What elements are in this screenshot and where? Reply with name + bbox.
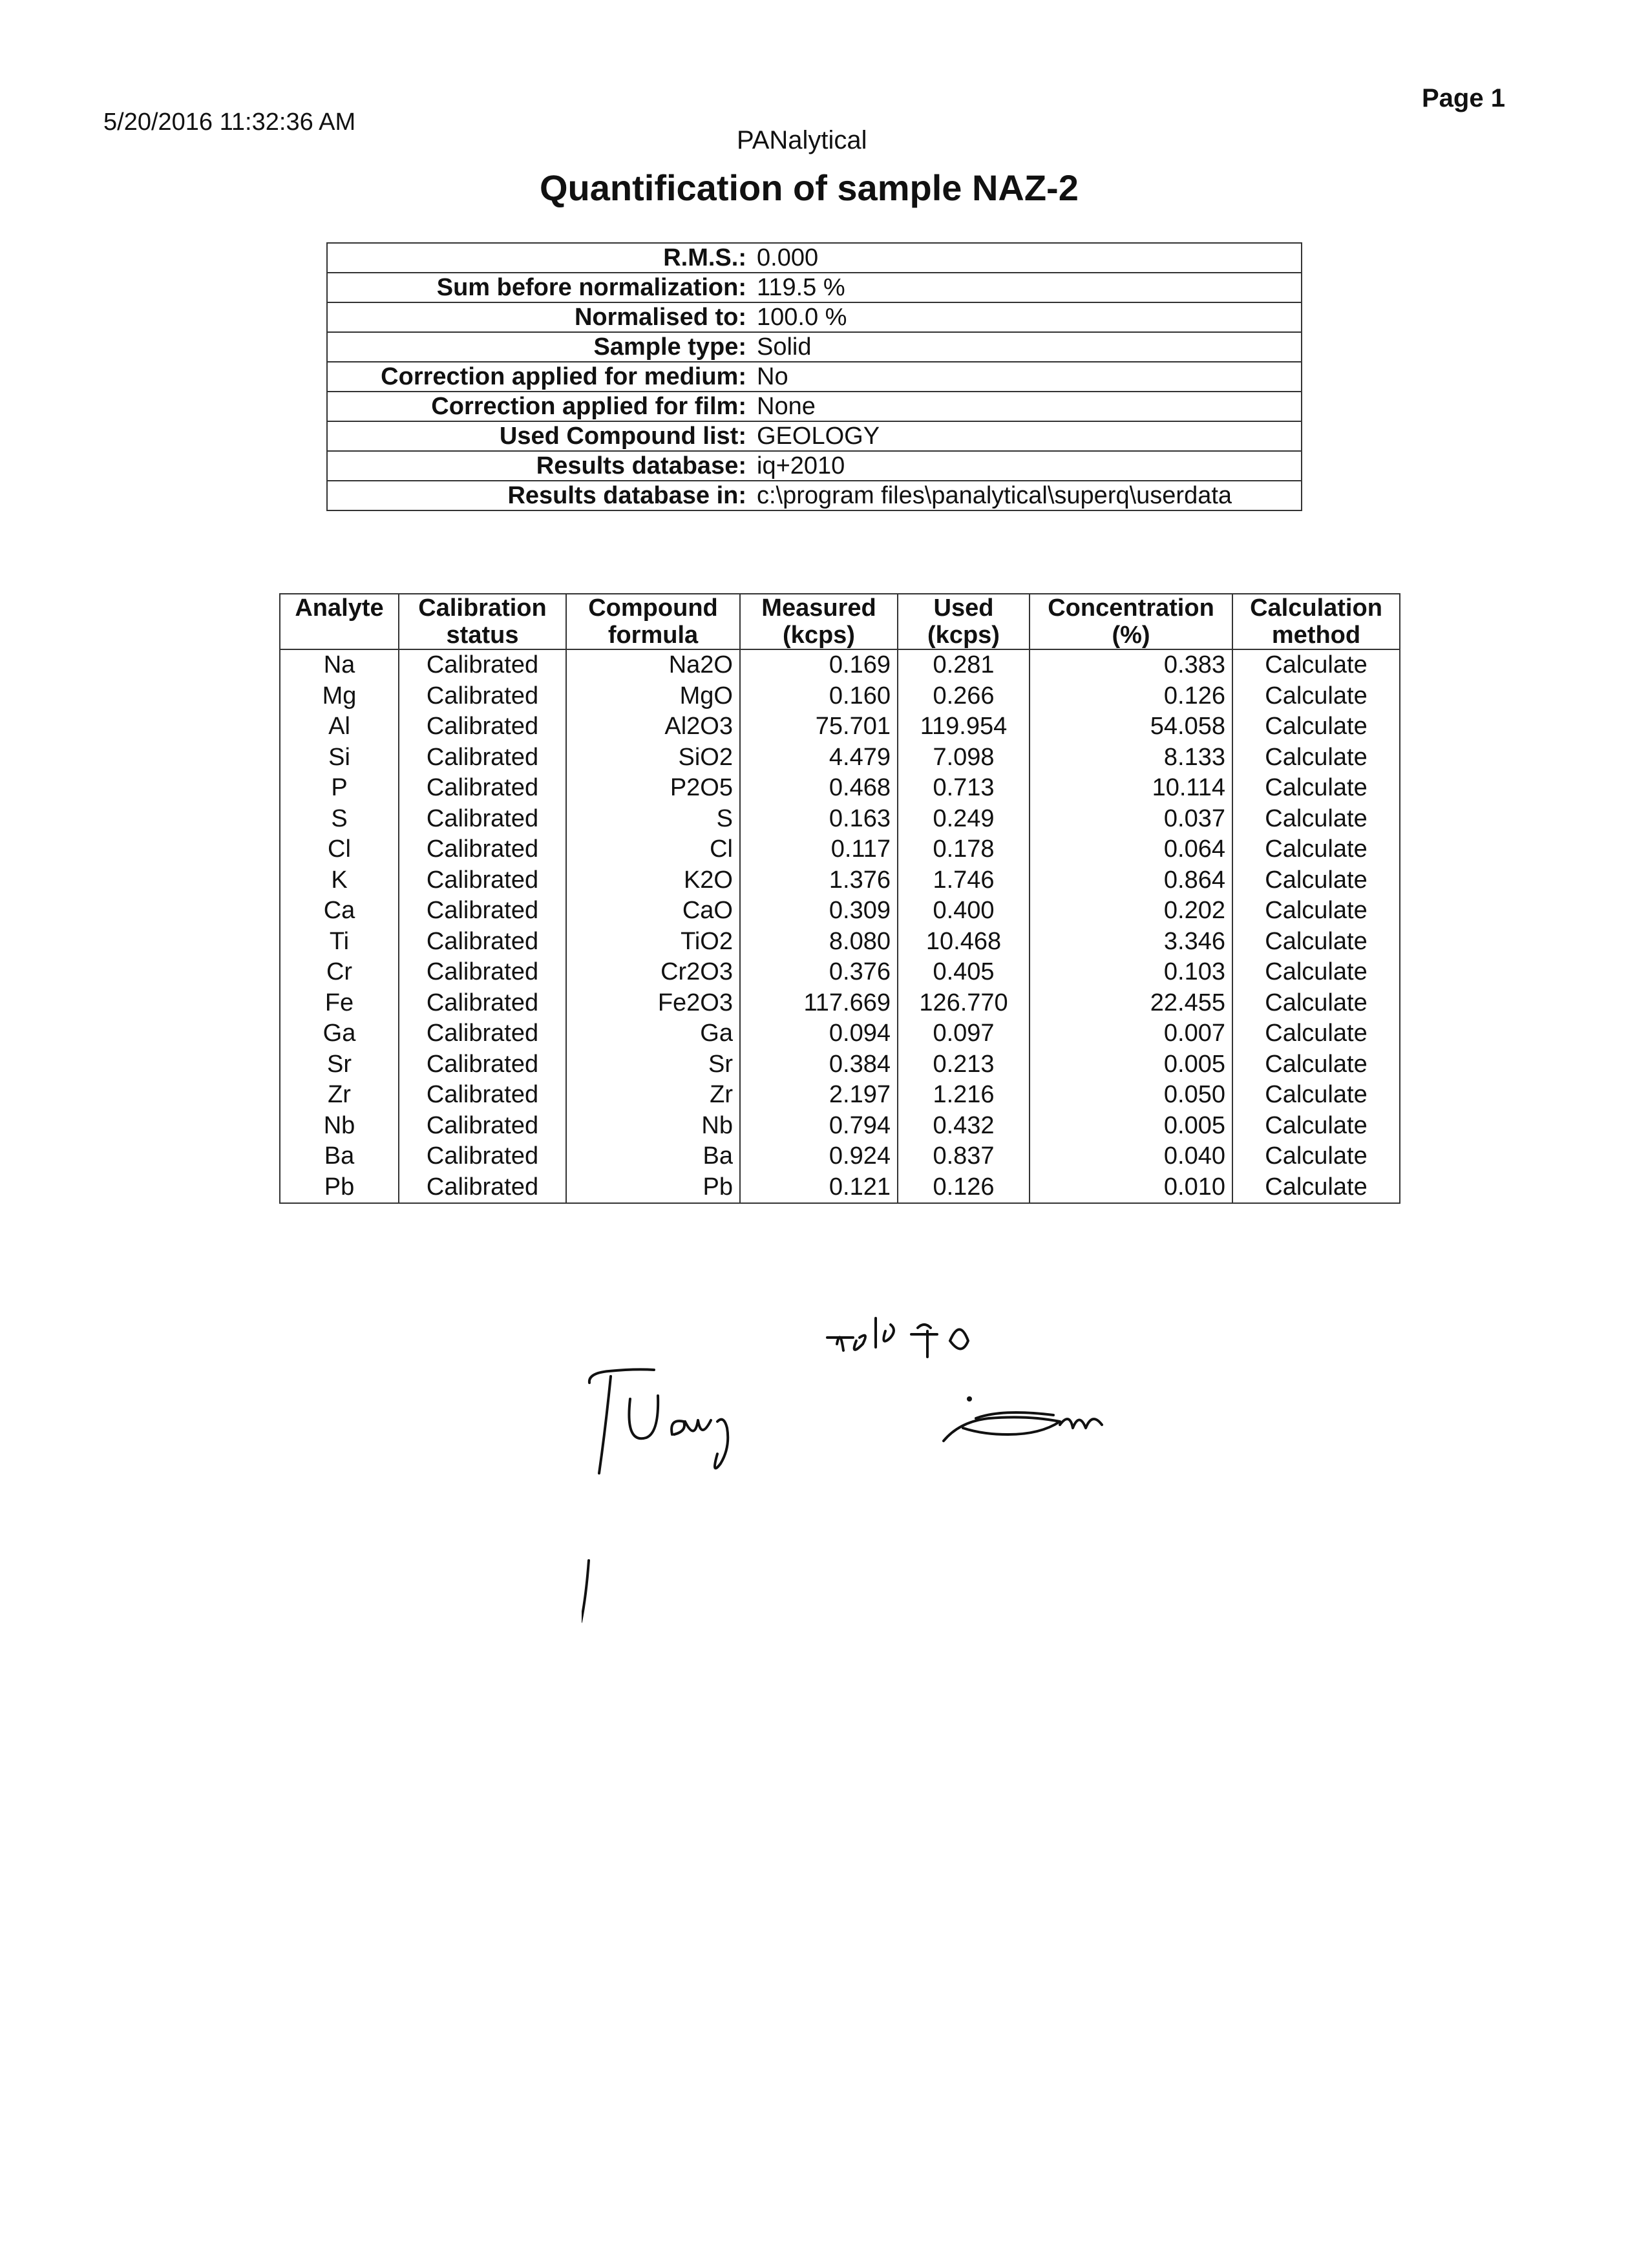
cell-concentration: 0.007 bbox=[1030, 1018, 1232, 1049]
cell-concentration: 0.864 bbox=[1030, 865, 1232, 896]
cell-measured-kcps: 8.080 bbox=[740, 927, 898, 958]
table-row bbox=[280, 957, 1400, 988]
column-header-analyte: Analyte bbox=[280, 594, 399, 649]
summary-label: Results database in: bbox=[327, 481, 752, 510]
summary-table bbox=[326, 242, 1302, 511]
cell-calibration-status: Calibrated bbox=[399, 865, 566, 896]
cell-measured-kcps: 0.376 bbox=[740, 957, 898, 988]
cell-concentration: 0.064 bbox=[1030, 834, 1232, 865]
summary-row bbox=[327, 243, 1302, 273]
cell-calculation-method: Calculate bbox=[1232, 1172, 1400, 1204]
cell-calibration-status: Calibrated bbox=[399, 1172, 566, 1204]
cell-calibration-status: Calibrated bbox=[399, 742, 566, 773]
cell-concentration: 0.005 bbox=[1030, 1049, 1232, 1080]
cell-concentration: 0.103 bbox=[1030, 957, 1232, 988]
cell-used-kcps: 0.837 bbox=[898, 1141, 1030, 1172]
cell-measured-kcps: 0.094 bbox=[740, 1018, 898, 1049]
summary-value: Solid bbox=[752, 332, 1302, 362]
cell-calculation-method: Calculate bbox=[1232, 834, 1400, 865]
cell-compound-formula: Na2O bbox=[566, 649, 740, 681]
cell-used-kcps: 0.249 bbox=[898, 804, 1030, 835]
cell-concentration: 0.037 bbox=[1030, 804, 1232, 835]
cell-measured-kcps: 2.197 bbox=[740, 1080, 898, 1111]
cell-measured-kcps: 1.376 bbox=[740, 865, 898, 896]
cell-calibration-status: Calibrated bbox=[399, 957, 566, 988]
cell-measured-kcps: 117.669 bbox=[740, 988, 898, 1019]
column-header-calculation-method: Calculation method bbox=[1232, 594, 1400, 649]
cell-analyte: Fe bbox=[280, 988, 399, 1019]
cell-compound-formula: TiO2 bbox=[566, 927, 740, 958]
cell-used-kcps: 7.098 bbox=[898, 742, 1030, 773]
cell-measured-kcps: 0.121 bbox=[740, 1172, 898, 1204]
cell-calculation-method: Calculate bbox=[1232, 865, 1400, 896]
cell-calibration-status: Calibrated bbox=[399, 1141, 566, 1172]
cell-analyte: Mg bbox=[280, 681, 399, 712]
cell-calculation-method: Calculate bbox=[1232, 1111, 1400, 1142]
cell-analyte: Ba bbox=[280, 1141, 399, 1172]
table-row bbox=[280, 742, 1400, 773]
cell-analyte: Ga bbox=[280, 1018, 399, 1049]
table-row bbox=[280, 1080, 1400, 1111]
cell-calculation-method: Calculate bbox=[1232, 681, 1400, 712]
summary-value: 119.5 % bbox=[752, 273, 1302, 302]
column-header-measured-kcps: Measured (kcps) bbox=[740, 594, 898, 649]
summary-row bbox=[327, 332, 1302, 362]
summary-label: Used Compound list: bbox=[327, 421, 752, 451]
table-row bbox=[280, 1049, 1400, 1080]
cell-calibration-status: Calibrated bbox=[399, 1080, 566, 1111]
table-row bbox=[280, 1172, 1400, 1204]
cell-used-kcps: 0.432 bbox=[898, 1111, 1030, 1142]
table-row bbox=[280, 834, 1400, 865]
document-title: Quantification of sample NAZ-2 bbox=[540, 167, 1079, 208]
company-name: PANalytical bbox=[737, 126, 867, 154]
cell-compound-formula: Ba bbox=[566, 1141, 740, 1172]
cell-compound-formula: SiO2 bbox=[566, 742, 740, 773]
cell-calculation-method: Calculate bbox=[1232, 1080, 1400, 1111]
cell-analyte: Ti bbox=[280, 927, 399, 958]
cell-analyte: Ca bbox=[280, 896, 399, 927]
cell-calibration-status: Calibrated bbox=[399, 804, 566, 835]
cell-used-kcps: 0.400 bbox=[898, 896, 1030, 927]
cell-used-kcps: 126.770 bbox=[898, 988, 1030, 1019]
table-row bbox=[280, 1111, 1400, 1142]
summary-row bbox=[327, 273, 1302, 302]
cell-compound-formula: Nb bbox=[566, 1111, 740, 1142]
cell-calculation-method: Calculate bbox=[1232, 927, 1400, 958]
cell-compound-formula: Zr bbox=[566, 1080, 740, 1111]
cell-concentration: 0.005 bbox=[1030, 1111, 1232, 1142]
cell-compound-formula: Pb bbox=[566, 1172, 740, 1204]
summary-label: Normalised to: bbox=[327, 302, 752, 332]
column-header-compound-formula: Compound formula bbox=[566, 594, 740, 649]
cell-calculation-method: Calculate bbox=[1232, 896, 1400, 927]
results-table bbox=[279, 593, 1400, 1204]
summary-label: Results database: bbox=[327, 451, 752, 481]
column-header-concentration: Concentration (%) bbox=[1030, 594, 1232, 649]
cell-calculation-method: Calculate bbox=[1232, 1018, 1400, 1049]
cell-compound-formula: K2O bbox=[566, 865, 740, 896]
cell-used-kcps: 0.126 bbox=[898, 1172, 1030, 1204]
cell-calculation-method: Calculate bbox=[1232, 804, 1400, 835]
cell-compound-formula: Cl bbox=[566, 834, 740, 865]
table-row bbox=[280, 773, 1400, 804]
cell-measured-kcps: 0.794 bbox=[740, 1111, 898, 1142]
cell-concentration: 0.202 bbox=[1030, 896, 1232, 927]
summary-value: 0.000 bbox=[752, 243, 1302, 273]
summary-value: 100.0 % bbox=[752, 302, 1302, 332]
summary-value: No bbox=[752, 362, 1302, 392]
cell-calculation-method: Calculate bbox=[1232, 773, 1400, 804]
summary-label: Correction applied for film: bbox=[327, 392, 752, 421]
table-row bbox=[280, 988, 1400, 1019]
cell-calibration-status: Calibrated bbox=[399, 1111, 566, 1142]
cell-measured-kcps: 0.309 bbox=[740, 896, 898, 927]
cell-used-kcps: 119.954 bbox=[898, 711, 1030, 742]
cell-calibration-status: Calibrated bbox=[399, 711, 566, 742]
cell-calibration-status: Calibrated bbox=[399, 1018, 566, 1049]
cell-analyte: Nb bbox=[280, 1111, 399, 1142]
results-header-row bbox=[280, 594, 1400, 649]
cell-calculation-method: Calculate bbox=[1232, 711, 1400, 742]
cell-used-kcps: 0.405 bbox=[898, 957, 1030, 988]
cell-calculation-method: Calculate bbox=[1232, 742, 1400, 773]
cell-calibration-status: Calibrated bbox=[399, 896, 566, 927]
cell-used-kcps: 0.213 bbox=[898, 1049, 1030, 1080]
cell-concentration: 8.133 bbox=[1030, 742, 1232, 773]
column-header-calibration-status: Calibration status bbox=[399, 594, 566, 649]
cell-compound-formula: Al2O3 bbox=[566, 711, 740, 742]
cell-compound-formula: MgO bbox=[566, 681, 740, 712]
cell-analyte: P bbox=[280, 773, 399, 804]
cell-calculation-method: Calculate bbox=[1232, 988, 1400, 1019]
cell-compound-formula: Fe2O3 bbox=[566, 988, 740, 1019]
cell-concentration: 54.058 bbox=[1030, 711, 1232, 742]
cell-used-kcps: 0.266 bbox=[898, 681, 1030, 712]
print-timestamp: 5/20/2016 11:32:36 AM bbox=[103, 109, 356, 136]
cell-calculation-method: Calculate bbox=[1232, 1049, 1400, 1080]
cell-calculation-method: Calculate bbox=[1232, 649, 1400, 681]
cell-concentration: 0.010 bbox=[1030, 1172, 1232, 1204]
cell-calibration-status: Calibrated bbox=[399, 834, 566, 865]
cell-concentration: 0.126 bbox=[1030, 681, 1232, 712]
cell-analyte: Cr bbox=[280, 957, 399, 988]
summary-label: Sample type: bbox=[327, 332, 752, 362]
cell-measured-kcps: 0.117 bbox=[740, 834, 898, 865]
cell-compound-formula: S bbox=[566, 804, 740, 835]
cell-measured-kcps: 0.163 bbox=[740, 804, 898, 835]
cell-used-kcps: 1.746 bbox=[898, 865, 1030, 896]
summary-row bbox=[327, 451, 1302, 481]
summary-value: c:\program files\panalytical\superq\userdata bbox=[752, 481, 1302, 510]
cell-concentration: 22.455 bbox=[1030, 988, 1232, 1019]
cell-compound-formula: P2O5 bbox=[566, 773, 740, 804]
summary-row bbox=[327, 302, 1302, 332]
cell-analyte: Na bbox=[280, 649, 399, 681]
cell-analyte: Al bbox=[280, 711, 399, 742]
cell-measured-kcps: 0.384 bbox=[740, 1049, 898, 1080]
cell-concentration: 3.346 bbox=[1030, 927, 1232, 958]
summary-value: None bbox=[752, 392, 1302, 421]
cell-measured-kcps: 0.160 bbox=[740, 681, 898, 712]
cell-measured-kcps: 0.924 bbox=[740, 1141, 898, 1172]
column-header-used-kcps: Used (kcps) bbox=[898, 594, 1030, 649]
cell-analyte: S bbox=[280, 804, 399, 835]
summary-row bbox=[327, 421, 1302, 451]
summary-row bbox=[327, 481, 1302, 510]
summary-row bbox=[327, 392, 1302, 421]
cell-calculation-method: Calculate bbox=[1232, 1141, 1400, 1172]
cell-used-kcps: 0.713 bbox=[898, 773, 1030, 804]
table-row bbox=[280, 1141, 1400, 1172]
cell-analyte: Sr bbox=[280, 1049, 399, 1080]
cell-analyte: Pb bbox=[280, 1172, 399, 1204]
table-row bbox=[280, 927, 1400, 958]
cell-concentration: 0.040 bbox=[1030, 1141, 1232, 1172]
cell-analyte: Cl bbox=[280, 834, 399, 865]
cell-calibration-status: Calibrated bbox=[399, 988, 566, 1019]
table-row bbox=[280, 681, 1400, 712]
cell-analyte: Si bbox=[280, 742, 399, 773]
cell-used-kcps: 10.468 bbox=[898, 927, 1030, 958]
handwritten-signature bbox=[582, 1312, 1325, 1648]
cell-concentration: 0.383 bbox=[1030, 649, 1232, 681]
cell-calibration-status: Calibrated bbox=[399, 927, 566, 958]
cell-concentration: 10.114 bbox=[1030, 773, 1232, 804]
cell-measured-kcps: 0.468 bbox=[740, 773, 898, 804]
cell-compound-formula: Ga bbox=[566, 1018, 740, 1049]
cell-analyte: Zr bbox=[280, 1080, 399, 1111]
cell-calculation-method: Calculate bbox=[1232, 957, 1400, 988]
cell-calibration-status: Calibrated bbox=[399, 649, 566, 681]
cell-measured-kcps: 0.169 bbox=[740, 649, 898, 681]
table-row bbox=[280, 1018, 1400, 1049]
table-row bbox=[280, 649, 1400, 681]
cell-used-kcps: 0.097 bbox=[898, 1018, 1030, 1049]
cell-calibration-status: Calibrated bbox=[399, 681, 566, 712]
cell-compound-formula: Cr2O3 bbox=[566, 957, 740, 988]
cell-measured-kcps: 4.479 bbox=[740, 742, 898, 773]
cell-calibration-status: Calibrated bbox=[399, 1049, 566, 1080]
cell-used-kcps: 0.281 bbox=[898, 649, 1030, 681]
cell-used-kcps: 1.216 bbox=[898, 1080, 1030, 1111]
cell-calibration-status: Calibrated bbox=[399, 773, 566, 804]
summary-label: R.M.S.: bbox=[327, 243, 752, 273]
cell-used-kcps: 0.178 bbox=[898, 834, 1030, 865]
table-row bbox=[280, 896, 1400, 927]
cell-compound-formula: Sr bbox=[566, 1049, 740, 1080]
summary-value: GEOLOGY bbox=[752, 421, 1302, 451]
summary-row bbox=[327, 362, 1302, 392]
cell-concentration: 0.050 bbox=[1030, 1080, 1232, 1111]
summary-value: iq+2010 bbox=[752, 451, 1302, 481]
cell-measured-kcps: 75.701 bbox=[740, 711, 898, 742]
table-row bbox=[280, 804, 1400, 835]
table-row bbox=[280, 865, 1400, 896]
page-number: Page 1 bbox=[1422, 84, 1505, 112]
table-row bbox=[280, 711, 1400, 742]
cell-analyte: K bbox=[280, 865, 399, 896]
summary-label: Sum before normalization: bbox=[327, 273, 752, 302]
summary-label: Correction applied for medium: bbox=[327, 362, 752, 392]
cell-compound-formula: CaO bbox=[566, 896, 740, 927]
